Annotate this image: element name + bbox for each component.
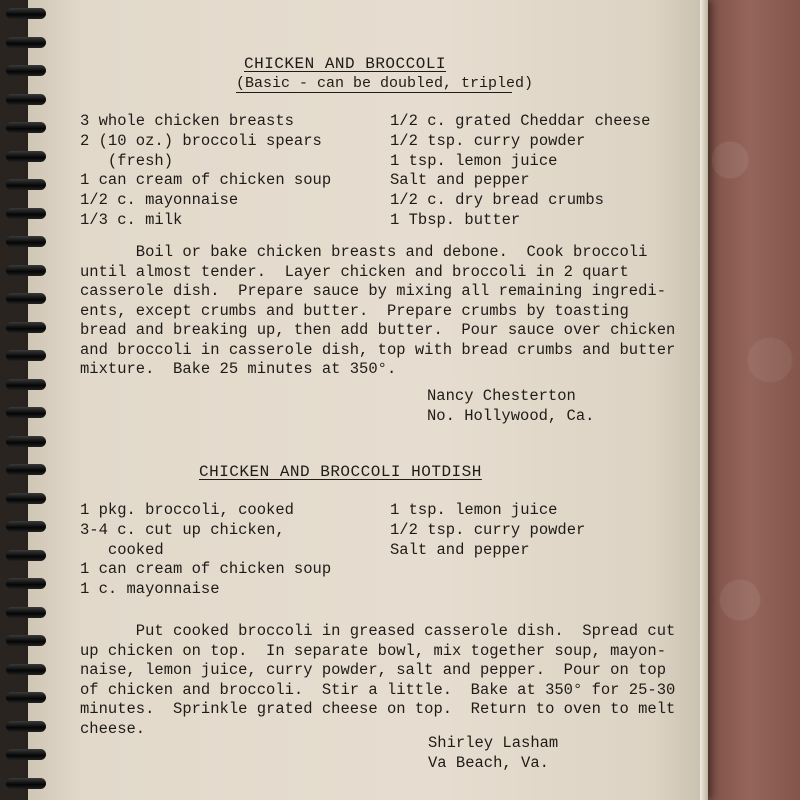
direction-line: and broccoli in casserole dish, top with bread crumbs and butter [80,340,676,359]
ingredient-line: 1 can cream of chicken soup [80,560,332,579]
binding-coil [6,293,46,304]
ingredient-line: 3-4 c. cut up chicken, [80,520,285,539]
direction-line: until almost tender. Layer chicken and broccoli in 2 quart [80,262,629,281]
ingredient-line: Salt and pepper [390,540,530,559]
binding-coil [6,721,46,732]
ingredient-line: 3 whole chicken breasts [80,112,294,130]
ingredient-line: 2 (10 oz.) broccoli spears [80,131,322,150]
ingredient-line: 1/2 tsp. curry powder [390,131,586,150]
ingredient-line: 1/2 tsp. curry powder [390,520,586,539]
binding-coil [6,407,46,418]
recipe1-directions [80,243,675,380]
direction-line: Put cooked broccoli in greased casserole dish. Spread cut [80,622,676,640]
binding-coil [6,493,46,504]
recipe1-title: CHICKEN AND BROCCOLI [244,55,447,73]
recipe1-subtitle-underline [236,92,512,93]
binding-coil [6,692,46,703]
binding-coil [6,208,46,219]
ingredient-line: 1/3 c. milk [80,211,183,229]
binding-coil [6,8,46,19]
recipe1-location: No. Hollywood, Ca. [427,407,595,425]
direction-line: casserole dish. Prepare sauce by mixing all remaining ingredi- [80,282,666,300]
binding-coil [6,464,46,475]
spiral-binding [0,0,50,800]
binding-coil [6,179,46,190]
direction-line: naise, lemon juice, curry powder, salt and pepper. Pour on top [80,661,666,679]
recipe2-title: CHICKEN AND BROCCOLI HOTDISH [199,463,482,481]
ingredient-line: 1 pkg. broccoli, cooked [80,501,294,519]
direction-line: bread and breaking up, then add butter. Pour sauce over chicken [80,321,676,339]
binding-coil [6,94,46,105]
recipe2-location: Va Beach, Va. [428,754,549,772]
quilt-background [700,0,800,800]
direction-line: minutes. Sprinkle grated cheese on top. Return to oven to melt [80,700,676,718]
ingredient-line: 1/2 c. mayonnaise [80,191,239,210]
page-edge [700,0,708,800]
direction-line: of chicken and broccoli. Stir a little. Bake at 350° for 25-30 [80,680,676,699]
ingredient-line: 1 Tbsp. butter [390,211,521,229]
direction-line: cheese. [80,719,146,738]
ingredient-line: 1/2 c. grated Cheddar cheese [390,112,651,130]
binding-coil [6,607,46,618]
binding-coil [6,778,46,789]
direction-line: ents, except crumbs and butter. Prepare crumbs by toasting [80,301,629,320]
binding-coil [6,265,46,276]
binding-coil [6,122,46,133]
binding-coil [6,37,46,48]
direction-line: up chicken on top. In separate bowl, mix together soup, mayon- [80,641,666,660]
binding-coil [6,379,46,390]
binding-coil [6,635,46,646]
ingredient-line: (fresh) [80,151,174,170]
recipe2-directions [80,622,675,739]
binding-coil [6,521,46,532]
direction-line: Boil or bake chicken breasts and debone. Cook broccoli [80,243,648,261]
ingredient-line: cooked [80,540,164,559]
binding-coil [6,322,46,333]
binding-coil [6,236,46,247]
ingredient-line: 1 c. mayonnaise [80,580,220,599]
ingredient-line: 1 tsp. lemon juice [390,151,558,170]
binding-coil [6,550,46,561]
ingredient-line: 1 can cream of chicken soup [80,171,332,190]
binding-coil [6,664,46,675]
direction-line: mixture. Bake 25 minutes at 350°. [80,360,397,378]
binding-coil [6,151,46,162]
binding-coil [6,578,46,589]
ingredient-line: 1/2 c. dry bread crumbs [390,191,604,210]
binding-coil [6,749,46,760]
recipe2-author: Shirley Lasham [428,734,559,752]
binding-coil [6,436,46,447]
recipe1-author: Nancy Chesterton [427,387,576,405]
binding-coil [6,65,46,76]
binding-coil [6,350,46,361]
ingredient-line: Salt and pepper [390,171,530,190]
ingredient-line: 1 tsp. lemon juice [390,501,558,519]
recipe1-subtitle: (Basic - can be doubled, tripled) [236,75,534,92]
